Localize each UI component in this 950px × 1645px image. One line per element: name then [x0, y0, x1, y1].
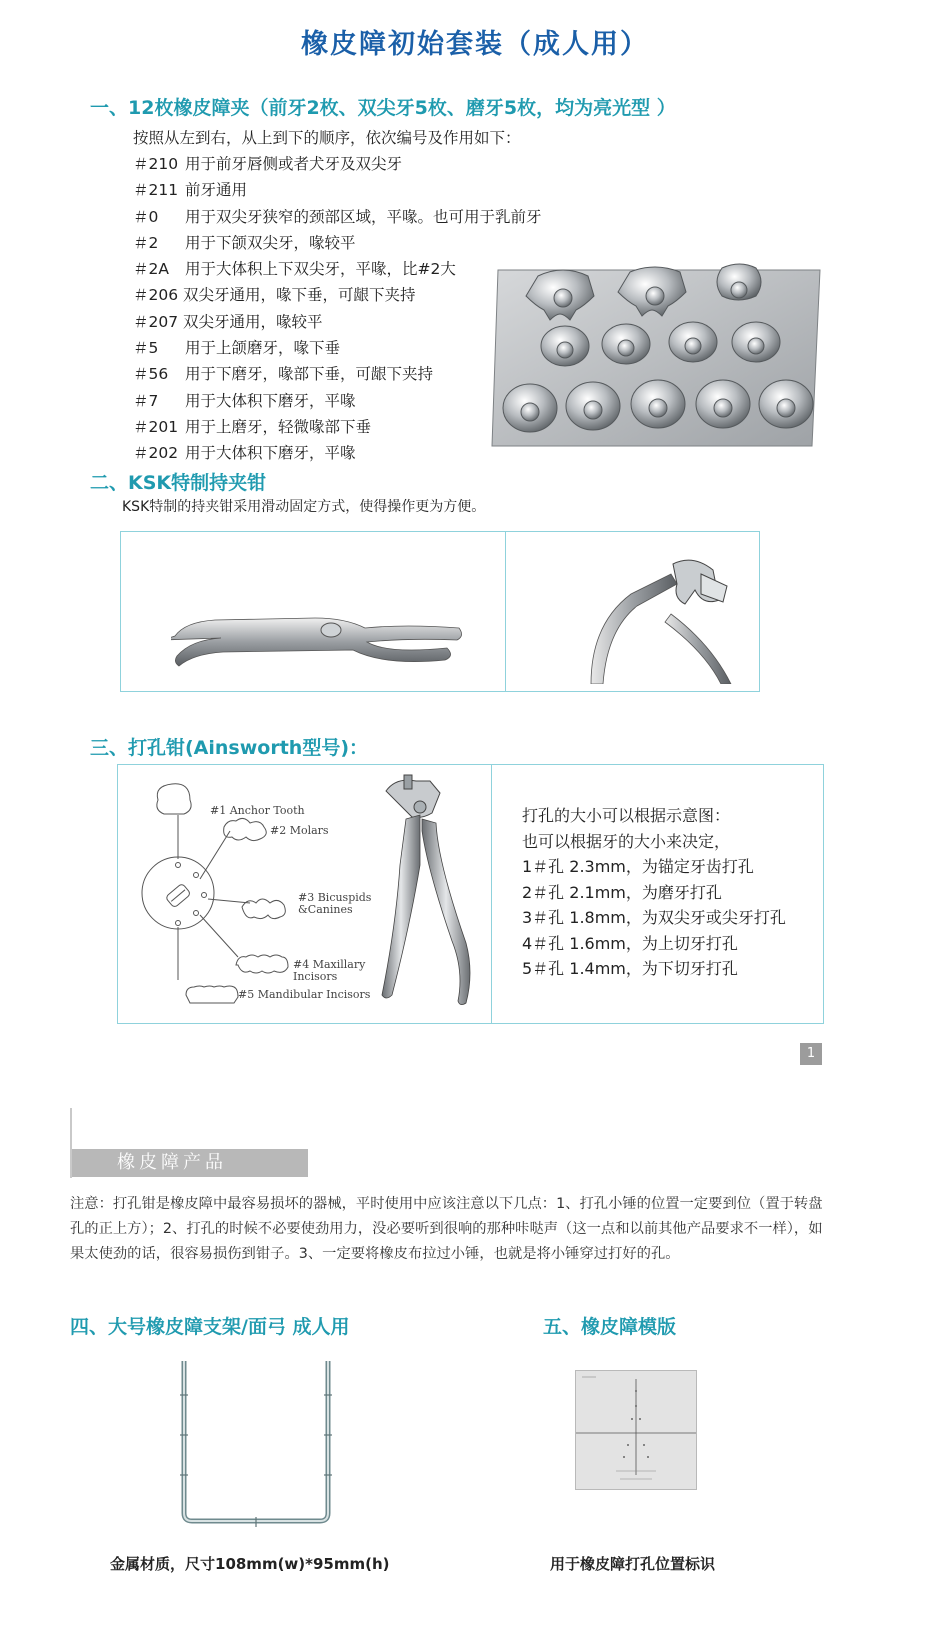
list-item: ＃2A 用于大体积上下双尖牙，平喙，比#2大 — [133, 260, 456, 279]
punch-pliers-image — [376, 771, 476, 1015]
spec-line: 5＃孔 1.4mm，为下切牙打孔 — [522, 959, 738, 978]
section2-heading: 二、KSK特制持夹钳 — [90, 472, 267, 494]
page-number: 1 — [800, 1043, 822, 1065]
list-item: ＃211 前牙通用 — [133, 181, 248, 200]
list-item: ＃0 用于双尖牙狭窄的颈部区域，平喙。也可用于乳前牙 — [133, 207, 542, 226]
diagram-label: #3 Bicuspids — [298, 891, 372, 904]
forceps-image-box — [120, 531, 760, 692]
diagram-label: #2 Molars — [270, 824, 329, 837]
list-item: ＃202 用于大体积下磨牙，平喙 — [133, 444, 356, 463]
diagram-label: #1 Anchor Tooth — [210, 804, 305, 817]
rubber-dam-frame-image — [170, 1355, 350, 1534]
section1-heading: 一、12枚橡皮障夹（前牙2枚、双尖牙5枚、磨牙5枚，均为亮光型 ） — [90, 97, 676, 119]
usage-notes: 注意：打孔钳是橡皮障中最容易损坏的器械，平时使用中应该注意以下几点：1、打孔小锤的位置一定要到位（置于转盘孔的正上方）；2、打孔的时候不必要使劲用力，没必要听到很响的那种咔哒声（这一点和以前其他产品要求不一样），如果太使劲的话，很容易损伤到钳子。3、一定要将橡皮布拉过小锤，也就是将小锤穿过打好的孔。 — [70, 1196, 823, 1262]
clamp-forceps-image — [171, 604, 471, 678]
clamp-tray-image — [490, 258, 825, 453]
section5-caption: 用于橡皮障打孔位置标识 — [550, 1555, 716, 1573]
list-item: ＃207 双尖牙通用，喙较平 — [133, 312, 323, 331]
list-item: ＃2 用于下颌双尖牙，喙较平 — [133, 233, 356, 252]
section4-heading: 四、大号橡皮障支架/面弓 成人用 — [70, 1316, 350, 1338]
spec-line: 2＃孔 2.1mm，为磨牙打孔 — [522, 882, 722, 902]
list-item: ＃56 用于下磨牙，喙部下垂，可龈下夹持 — [133, 365, 434, 384]
section1-intro: 按照从左到右，从上到下的顺序，依次编号及作用如下： — [133, 129, 521, 147]
forceps-closeup-image — [561, 544, 761, 688]
list-item: ＃5 用于上颌磨牙，喙下垂 — [133, 339, 341, 358]
spec-line: 也可以根据牙的大小来决定， — [522, 831, 731, 851]
box-divider — [491, 765, 492, 1023]
product-banner — [72, 1149, 308, 1177]
section4-caption: 金属材质，尺寸108mm(w)*95mm(h) — [110, 1555, 390, 1573]
list-item: ＃7 用于大体积下磨牙，平喙 — [133, 391, 356, 410]
diagram-label: Incisors — [293, 970, 338, 983]
diagram-label: #5 Mandibular Incisors — [238, 988, 371, 1001]
product-banner-label: 橡皮障产品 — [117, 1152, 227, 1173]
diagram-label: &Canines — [298, 903, 353, 916]
section5-heading: 五、橡皮障模版 — [543, 1316, 677, 1338]
punch-size-diagram — [138, 775, 388, 1015]
section2-desc: KSK特制的持夹钳采用滑动固定方式，使得操作更为方便。 — [122, 499, 486, 515]
spec-line: 1＃孔 2.3mm，为锚定牙齿打孔 — [522, 857, 754, 876]
page-title: 橡皮障初始套装（成人用） — [301, 29, 649, 60]
clamp-list — [133, 151, 542, 467]
spec-line: 3＃孔 1.8mm，为双尖牙或尖牙打孔 — [522, 908, 786, 927]
list-item: ＃206 双尖牙通用，喙下垂，可龈下夹持 — [133, 286, 416, 305]
punch-info-box — [117, 764, 824, 1024]
list-item: ＃201 用于上磨牙，轻微喙部下垂 — [133, 417, 372, 436]
box-divider — [505, 532, 506, 691]
section3-heading: 三、打孔钳(Ainsworth型号)： — [90, 737, 369, 759]
diagram-label: #4 Maxillary — [293, 958, 366, 971]
spec-line: 4＃孔 1.6mm，为上切牙打孔 — [522, 933, 738, 953]
punch-spec-text — [522, 803, 786, 982]
list-item: ＃210 用于前牙唇侧或者犬牙及双尖牙 — [133, 155, 403, 173]
rubber-dam-template-image — [575, 1370, 697, 1490]
spec-line: 打孔的大小可以根据示意图： — [522, 806, 731, 825]
